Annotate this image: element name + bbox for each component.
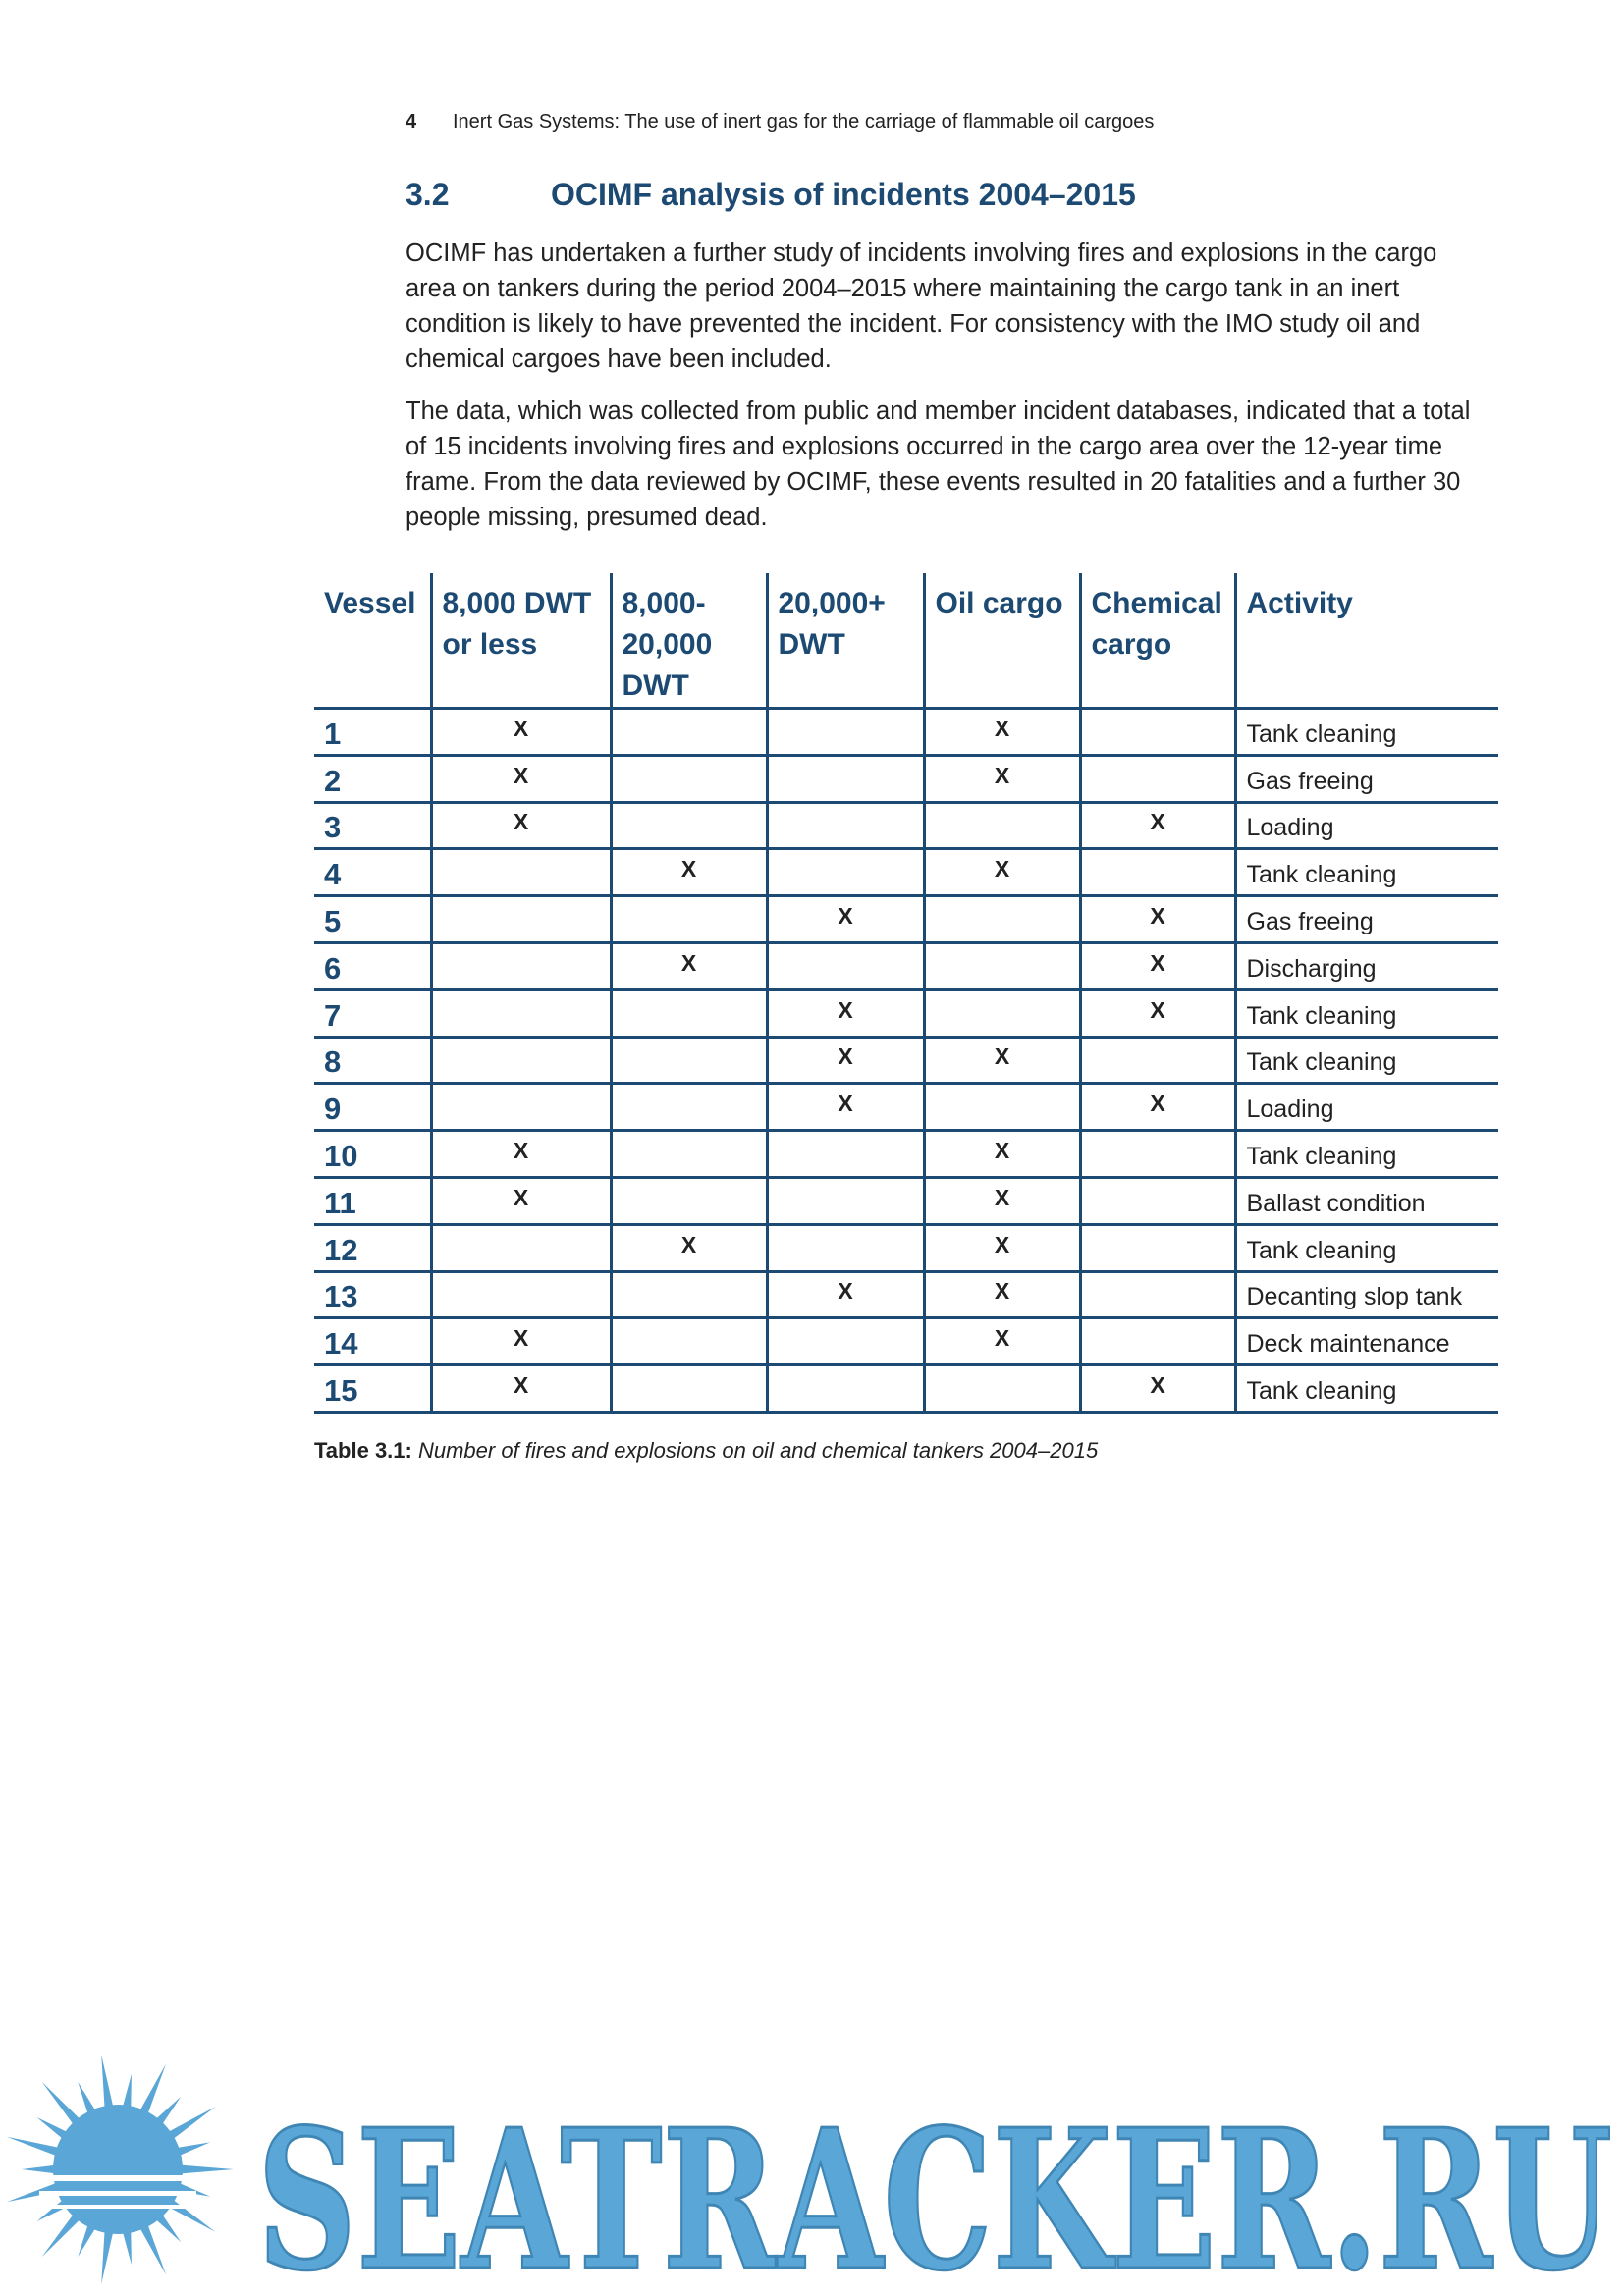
cell-activity: Tank cleaning (1235, 989, 1498, 1037)
cell-oil-cargo: X (924, 1037, 1080, 1084)
sun-logo (7, 2055, 234, 2284)
cell-chemical-cargo: X (1080, 802, 1235, 849)
table-row (314, 989, 1498, 1037)
watermark (0, 2052, 1624, 2287)
vessel-number: 1 (314, 709, 431, 756)
vessel-number: 15 (314, 1365, 431, 1413)
sun-ray (101, 2227, 114, 2284)
cell-8000-20000 (611, 709, 767, 756)
vessel-number: 13 (314, 1271, 431, 1318)
cell-8000-20000 (611, 989, 767, 1037)
cell-20000-plus: X (767, 896, 924, 943)
cell-oil-cargo: X (924, 1318, 1080, 1365)
vessel-number: 8 (314, 1037, 431, 1084)
cell-8000-or-less: X (431, 709, 611, 756)
cell-activity: Loading (1235, 1084, 1498, 1131)
header-oil-cargo: Oil cargo (924, 573, 1080, 709)
cell-8000-or-less (431, 989, 611, 1037)
cell-oil-cargo (924, 1084, 1080, 1131)
table-row (314, 896, 1498, 943)
cell-20000-plus (767, 942, 924, 989)
header-activity: Activity (1235, 573, 1498, 709)
cell-activity: Deck maintenance (1235, 1318, 1498, 1365)
cell-20000-plus (767, 1365, 924, 1413)
cell-activity: Tank cleaning (1235, 849, 1498, 896)
cell-20000-plus (767, 1318, 924, 1365)
cell-oil-cargo: X (924, 1131, 1080, 1178)
section-number: 3.2 (406, 177, 450, 212)
cell-activity: Tank cleaning (1235, 709, 1498, 756)
cell-chemical-cargo (1080, 1131, 1235, 1178)
header-20000-plus: 20,000+ DWT (767, 573, 924, 709)
cell-20000-plus (767, 1131, 924, 1178)
header-chemical-cargo: Chemical cargo (1080, 573, 1235, 709)
table-row (314, 1037, 1498, 1084)
cell-8000-or-less: X (431, 1318, 611, 1365)
table-header-row (314, 573, 1498, 709)
table-caption (314, 1438, 1098, 1464)
cell-chemical-cargo: X (1080, 896, 1235, 943)
cell-activity: Ballast condition (1235, 1177, 1498, 1224)
cell-chemical-cargo (1080, 1224, 1235, 1271)
cell-oil-cargo: X (924, 1271, 1080, 1318)
watermark-text: SEATRACKER.RU (257, 2088, 1612, 2287)
cell-20000-plus: X (767, 1037, 924, 1084)
caption-label: Table 3.1: (314, 1438, 412, 1463)
cell-20000-plus (767, 849, 924, 896)
vessel-number: 14 (314, 1318, 431, 1365)
sun-ray (7, 2137, 63, 2158)
cell-8000-or-less: X (431, 1131, 611, 1178)
cell-8000-or-less: X (431, 755, 611, 802)
table-row (314, 1224, 1498, 1271)
vessel-number: 12 (314, 1224, 431, 1271)
cell-8000-or-less (431, 1224, 611, 1271)
vessel-number: 6 (314, 942, 431, 989)
vessel-number: 9 (314, 1084, 431, 1131)
vessel-number: 7 (314, 989, 431, 1037)
cell-oil-cargo: X (924, 1177, 1080, 1224)
cell-8000-or-less: X (431, 1177, 611, 1224)
cell-activity: Discharging (1235, 942, 1498, 989)
cell-chemical-cargo: X (1080, 1084, 1235, 1131)
running-head-title: Inert Gas Systems: The use of inert gas for the carriage of flammable oil cargoes (453, 111, 1155, 133)
cell-activity: Gas freeing (1235, 896, 1498, 943)
cell-activity: Tank cleaning (1235, 1224, 1498, 1271)
cell-oil-cargo (924, 1365, 1080, 1413)
table-row (314, 755, 1498, 802)
vessel-number: 3 (314, 802, 431, 849)
cell-8000-or-less (431, 896, 611, 943)
cell-chemical-cargo (1080, 849, 1235, 896)
paragraph-data: The data, which was collected from public and member incident databases, indicated that a total of 15 incidents involving fires and explosions occurred in the cargo area over the 12-year time frame. From the data reviewed by OCIMF, these events resulted in 20 fatalities and a further 30 people missing, presumed dead. (406, 398, 1471, 531)
header-8000-20000: 8,000-20,000 DWT (611, 573, 767, 709)
cell-20000-plus (767, 709, 924, 756)
cell-chemical-cargo: X (1080, 942, 1235, 989)
sun-ray (177, 2164, 234, 2173)
table-row (314, 942, 1498, 989)
cell-oil-cargo: X (924, 755, 1080, 802)
cell-activity: Tank cleaning (1235, 1037, 1498, 1084)
cell-chemical-cargo (1080, 1037, 1235, 1084)
cell-activity: Tank cleaning (1235, 1365, 1498, 1413)
vessel-number: 5 (314, 896, 431, 943)
vessel-number: 2 (314, 755, 431, 802)
table-body (314, 709, 1498, 1413)
cell-8000-20000 (611, 1318, 767, 1365)
cell-chemical-cargo (1080, 755, 1235, 802)
cell-chemical-cargo (1080, 1177, 1235, 1224)
table-row (314, 849, 1498, 896)
cell-20000-plus (767, 802, 924, 849)
table-row (314, 1365, 1498, 1413)
table-row (314, 1271, 1498, 1318)
cell-20000-plus (767, 755, 924, 802)
sun-ray (101, 2055, 114, 2111)
cell-8000-20000 (611, 896, 767, 943)
paragraph-study: OCIMF has undertaken a further study of incidents involving fires and explosions in the cargo area on tankers during the period 2004–2015 where maintaining the cargo tank in an inert condition is likely to have prevented the incident. For consistency with the IMO study oil and chemical cargoes have been included. (406, 240, 1437, 373)
cell-20000-plus: X (767, 1084, 924, 1131)
cell-oil-cargo (924, 942, 1080, 989)
running-head (406, 111, 1154, 133)
cell-8000-20000: X (611, 942, 767, 989)
caption-text: Number of fires and explosions on oil and chemical tankers 2004–2015 (417, 1438, 1099, 1463)
cell-20000-plus (767, 1224, 924, 1271)
cell-oil-cargo (924, 896, 1080, 943)
cell-20000-plus: X (767, 1271, 924, 1318)
cell-oil-cargo (924, 989, 1080, 1037)
table-row (314, 1131, 1498, 1178)
cell-8000-20000 (611, 1177, 767, 1224)
cell-20000-plus: X (767, 989, 924, 1037)
cell-8000-or-less (431, 849, 611, 896)
cell-activity: Loading (1235, 802, 1498, 849)
vessel-number: 11 (314, 1177, 431, 1224)
cell-oil-cargo: X (924, 709, 1080, 756)
cell-8000-or-less (431, 1271, 611, 1318)
vessel-number: 4 (314, 849, 431, 896)
cell-8000-20000 (611, 1037, 767, 1084)
cell-8000-20000 (611, 1084, 767, 1131)
vessel-number: 10 (314, 1131, 431, 1178)
cell-8000-or-less (431, 1037, 611, 1084)
incidents-table (314, 573, 1498, 1414)
cell-chemical-cargo (1080, 1318, 1235, 1365)
cell-8000-20000: X (611, 1224, 767, 1271)
table-row (314, 1177, 1498, 1224)
table-row (314, 802, 1498, 849)
header-8000-or-less: 8,000 DWT or less (431, 573, 611, 709)
cell-activity: Gas freeing (1235, 755, 1498, 802)
page-number: 4 (406, 111, 417, 133)
cell-chemical-cargo: X (1080, 1365, 1235, 1413)
cell-8000-or-less: X (431, 802, 611, 849)
cell-8000-or-less: X (431, 1365, 611, 1413)
section-title: OCIMF analysis of incidents 2004–2015 (551, 177, 1136, 212)
cell-8000-20000 (611, 1271, 767, 1318)
cell-activity: Decanting slop tank (1235, 1271, 1498, 1318)
cell-8000-20000 (611, 1365, 767, 1413)
cell-activity: Tank cleaning (1235, 1131, 1498, 1178)
cell-8000-or-less (431, 942, 611, 989)
section-heading (406, 177, 1136, 213)
table-row (314, 709, 1498, 756)
cell-8000-or-less (431, 1084, 611, 1131)
cell-oil-cargo (924, 802, 1080, 849)
cell-oil-cargo: X (924, 1224, 1080, 1271)
cell-20000-plus (767, 1177, 924, 1224)
cell-8000-20000 (611, 755, 767, 802)
cell-8000-20000 (611, 802, 767, 849)
table-row (314, 1318, 1498, 1365)
header-vessel: Vessel (314, 573, 431, 709)
cell-chemical-cargo (1080, 1271, 1235, 1318)
cell-oil-cargo: X (924, 849, 1080, 896)
cell-8000-20000: X (611, 849, 767, 896)
cell-chemical-cargo: X (1080, 989, 1235, 1037)
cell-chemical-cargo (1080, 709, 1235, 756)
cell-8000-20000 (611, 1131, 767, 1178)
table-row (314, 1084, 1498, 1131)
